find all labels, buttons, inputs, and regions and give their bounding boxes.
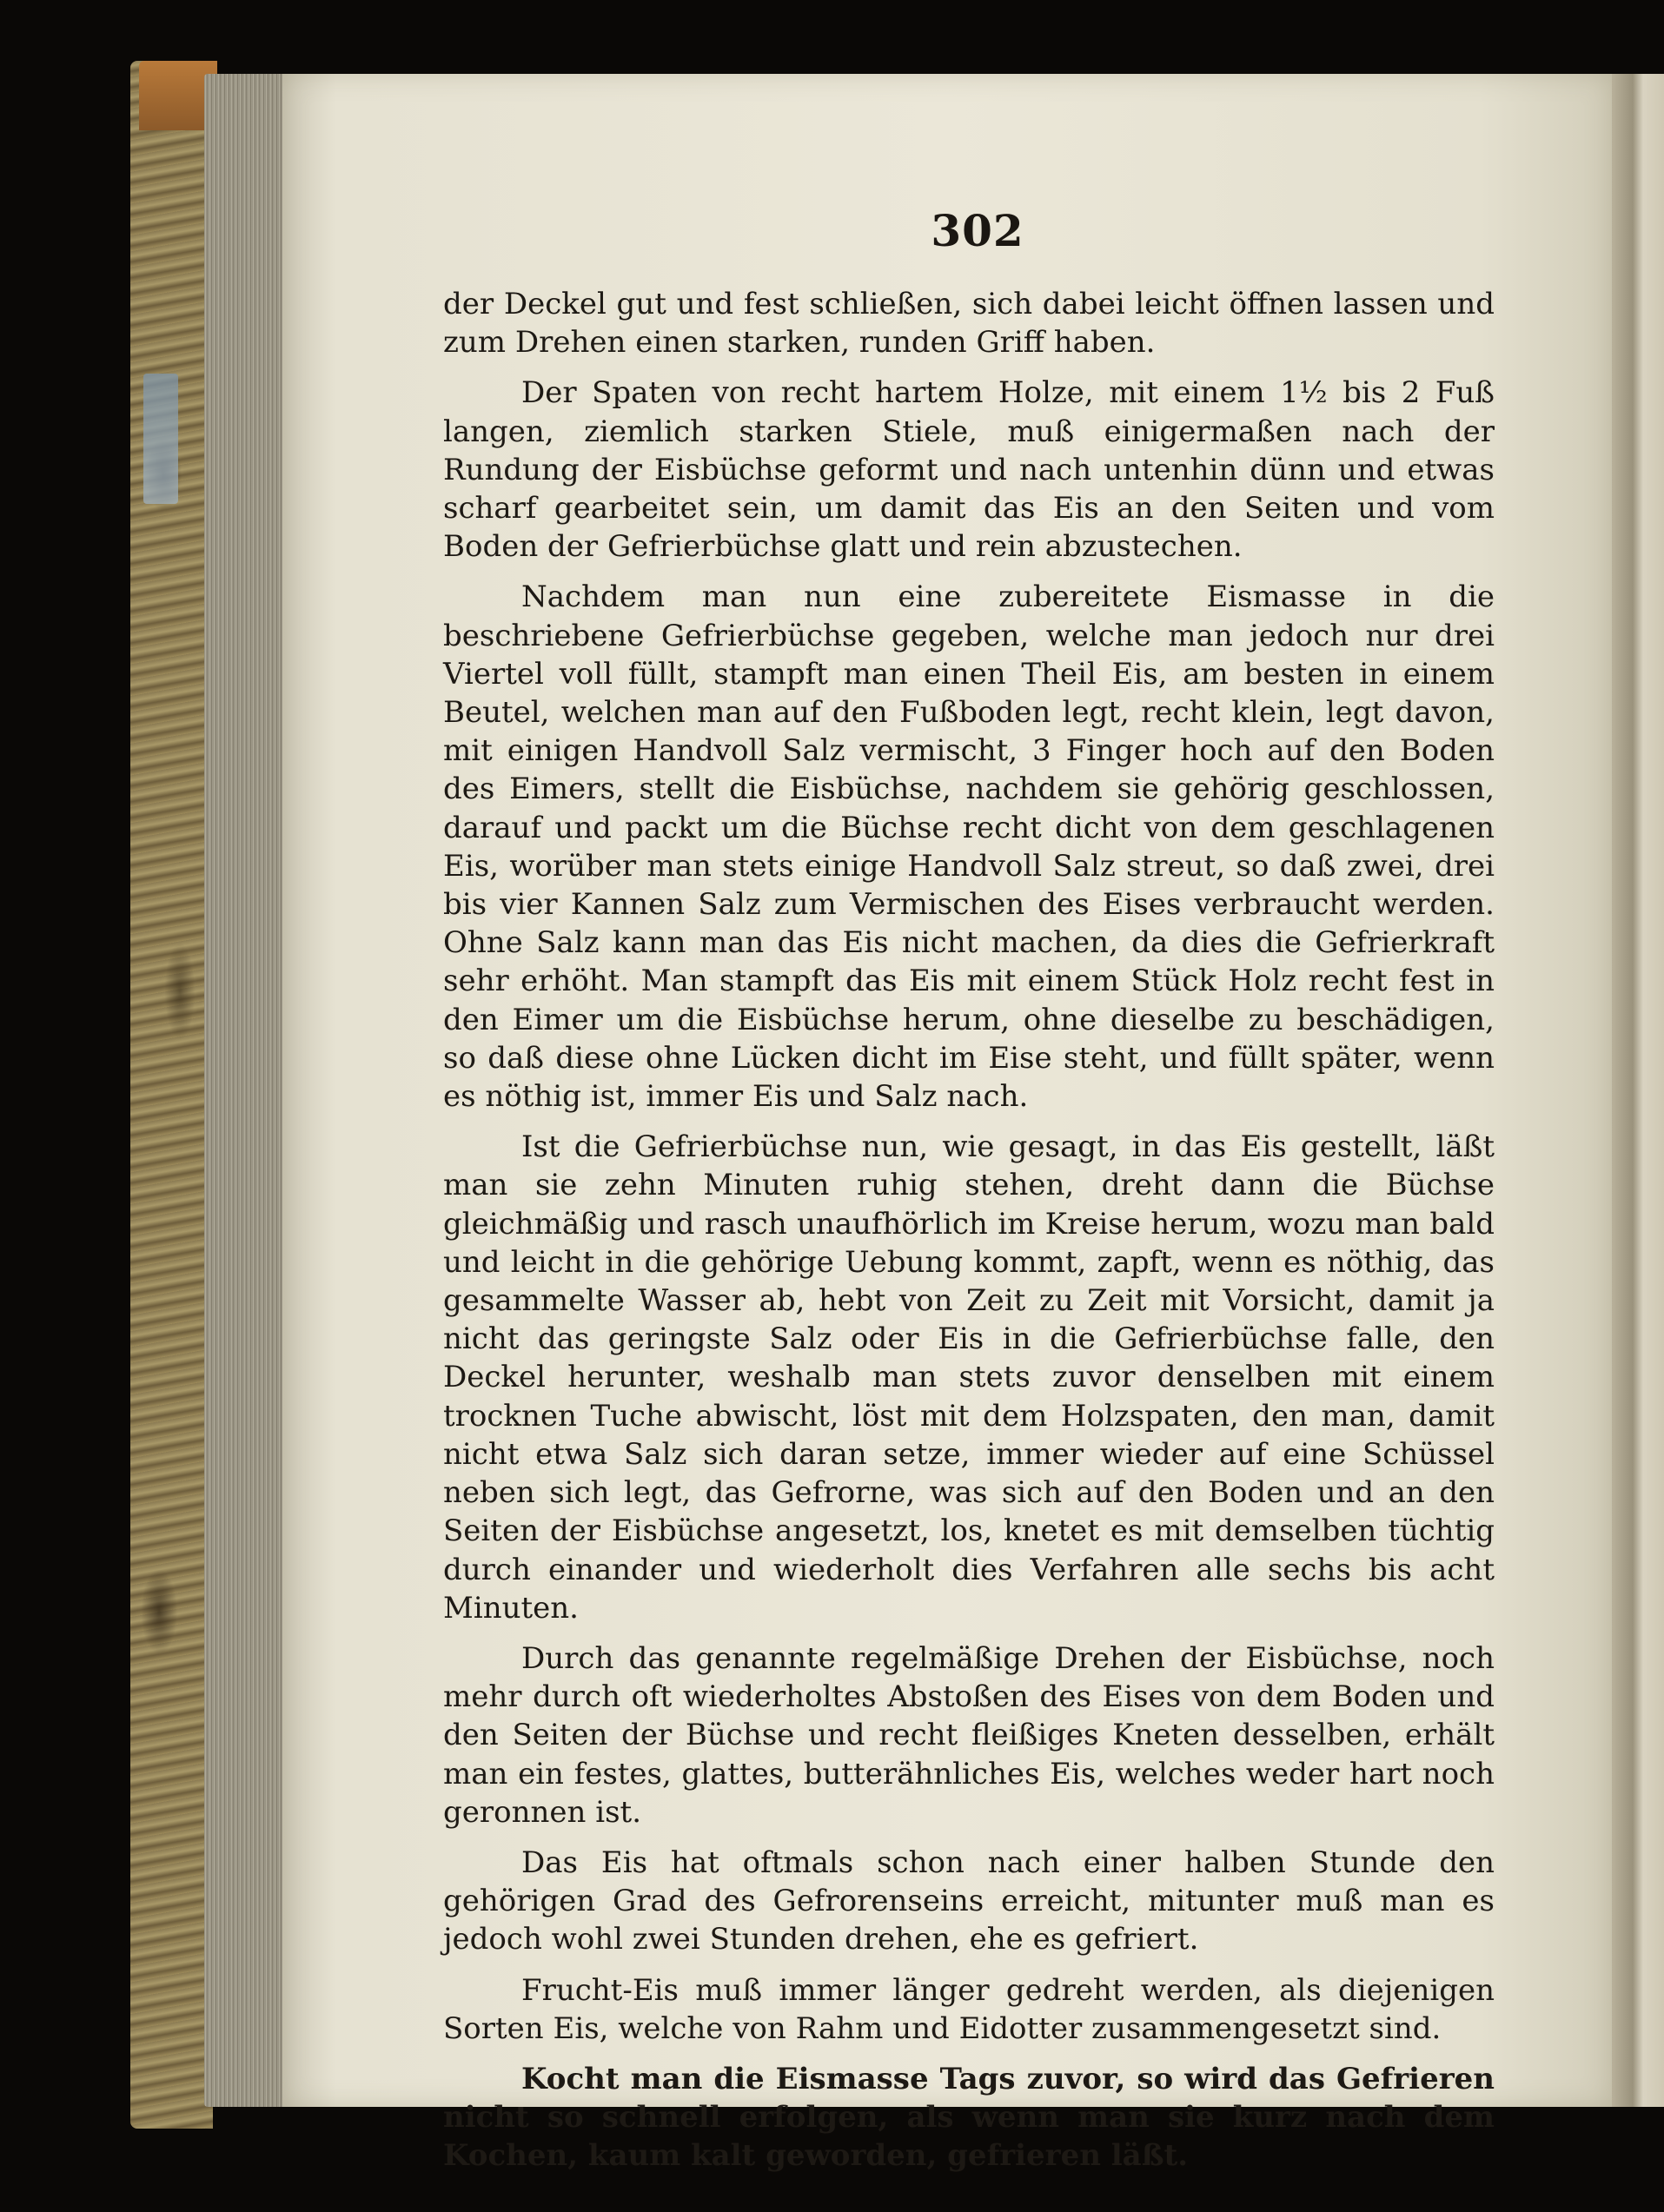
paragraph: Kocht man die Eismasse Tags zuvor, so wird das Gefrieren nicht so schnell erfolgen, als wenn man sie kurz nach dem Kochen, kaum kalt geworden, gefrieren läßt. [443,2061,1495,2174]
paragraph: Frucht-Eis muß immer länger gedreht werden, als diejenigen Sorten Eis, welche von Rahm und Eidotter zusammengesetzt sind. [443,1972,1495,2046]
page-number: 302 [931,205,1024,256]
paragraph: Der Spaten von recht hartem Holze, mit einem 1½ bis 2 Fuß langen, ziemlich starken Stiele, muß einigermaßen nach der Rundung der Eisbüchse geformt und nach untenhin dünn und etwas scharf gearbeitet sein, um damit das Eis an den Seiten und vom Boden der Gefrierbüchse glatt und rein abzustechen. [443,375,1495,565]
paragraph: Nachdem man nun eine zubereitete Eismasse in die beschriebene Gefrierbüchse gegeben, welche man jedoch nur drei Viertel voll füllt, stampft man einen Theil Eis, am besten in einem Beutel, welchen man auf den Fußboden legt, recht klein, legt davon, mit einigen Handvoll Salz vermischt, 3 Finger hoch auf den Boden des Eimers, stellt die Eisbüchse, nachdem sie gehörig geschlossen, darauf und packt um die Büchse recht dicht von dem geschlagenen Eis, worüber man stets einige Handvoll Salz streut, so daß zwei, drei bis vier Kannen Salz zum Vermischen des Eises verbraucht werden. Ohne Salz kann man das Eis nicht machen, da dies die Gefrierkraft sehr erhöht. Man stampft das Eis mit einem Stück Holz recht fest in den Eimer um die Eisbüchse herum, ohne dieselbe zu beschädigen, so daß diese ohne Lücken dicht im Eise steht, und füllt später, wenn es nöthig ist, immer Eis und Salz nach. [443,579,1495,1115]
page-text [443,285,1495,2188]
paragraph: Das Eis hat oftmals schon nach einer halben Stunde den gehörigen Grad des Gefrorenseins erreicht, mitunter muß man es jedoch wohl zwei Stunden drehen, ehe es gefriert. [443,1844,1495,1957]
paragraph: Ist die Gefrierbüchse nun, wie gesagt, in das Eis gestellt, läßt man sie zehn Minuten ruhig stehen, dreht dann die Büchse gleichmäßig und rasch unaufhörlich im Kreise herum, wozu man bald und leicht in die gehörige Uebung kommt, zapft, wenn es nöthig, das gesammelte Wasser ab, hebt von Zeit zu Zeit mit Vorsicht, damit ja nicht das geringste Salz oder Eis in die Gefrierbüchse falle, den Deckel herunter, weshalb man stets zuvor denselben mit einem trocknen Tuche abwischt, löst mit dem Holzspaten, den man, damit nicht etwa Salz sich daran setze, immer wieder auf eine Schüssel neben sich legt, das Gefrorne, was sich auf den Boden und an den Seiten der Eisbüchse angesetzt, los, knetet es mit demselben tüchtig durch einander und wiederholt dies Verfahren alle sechs bis acht Minuten. [443,1129,1495,1626]
paragraph: Durch das genannte regelmäßige Drehen der Eisbüchse, noch mehr durch oft wiederholtes Abstoßen des Eises von dem Boden und den Seiten der Büchse und recht fleißiges Kneten desselben, erhält man ein festes, glattes, butterähnliches Eis, welches weder hart noch geronnen ist. [443,1640,1495,1830]
cover-discoloration [143,374,178,504]
page-edges [204,74,287,2107]
paragraph-continuation: der Deckel gut und fest schließen, sich dabei leicht öffnen lassen und zum Drehen einen starken, runden Griff haben. [443,287,1495,361]
marbled-book-cover [130,61,213,2129]
binding-gutter [1612,74,1664,2107]
